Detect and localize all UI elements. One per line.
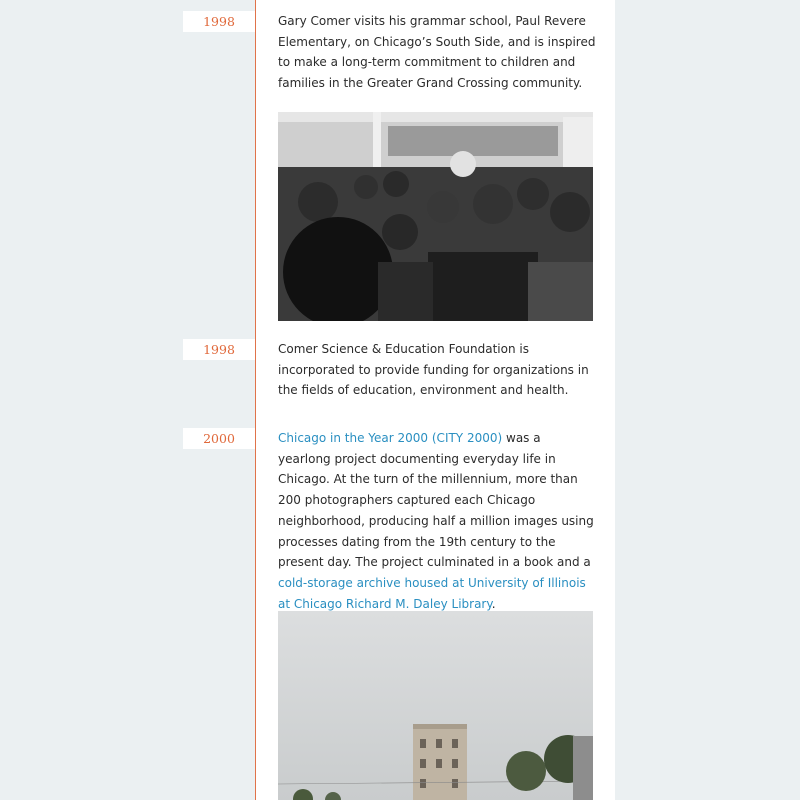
photo-chicago-building xyxy=(278,611,593,800)
photo-children-with-gary-comer xyxy=(278,112,593,321)
entry-text-part: was a yearlong project documenting everyday life in Chicago. At the turn of the millennium, more than 200 photographers captured each Chicago neighborhood, producing half a million images using processes dating from the 19th century to the present day. The project culminated in a book and a xyxy=(278,431,594,570)
timeline-entry-text xyxy=(278,11,596,94)
photo-image xyxy=(278,112,593,321)
entry-paragraph: Gary Comer visits his grammar school, Paul Revere Elementary, on Chicago’s South Side, and is inspired to make a long-term commitment to children and families in the Greater Grand Crossing community. xyxy=(278,14,596,91)
timeline-year: 2000 xyxy=(183,428,255,449)
timeline-line xyxy=(255,0,256,800)
entry-text-part: . xyxy=(491,596,496,611)
timeline-entry-text xyxy=(278,339,596,401)
city-2000-link[interactable]: Chicago in the Year 2000 (CITY 2000) xyxy=(278,431,503,445)
entry-paragraph xyxy=(278,428,596,614)
timeline-year: 1998 xyxy=(183,11,255,32)
timeline-year: 1998 xyxy=(183,339,255,360)
photo-image xyxy=(278,611,593,800)
timeline-entry-text xyxy=(278,428,596,614)
archive-link[interactable]: cold-storage archive housed at University of Illinois at Chicago Richard M. Daley Library xyxy=(278,575,586,611)
entry-paragraph: Comer Science & Education Foundation is incorporated to provide funding for organizations in the fields of education, environment and health. xyxy=(278,342,589,398)
